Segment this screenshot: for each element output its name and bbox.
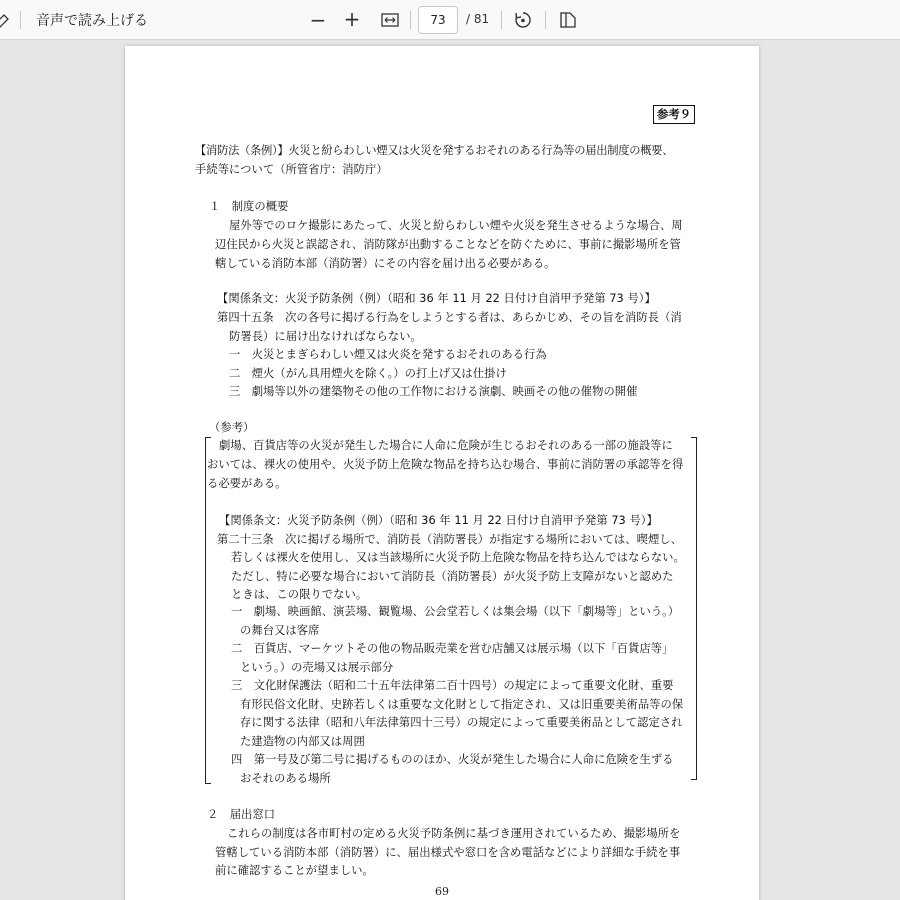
page-number-input[interactable]: [418, 6, 458, 34]
draw-icon[interactable]: [0, 11, 10, 29]
article-line: 第四十五条 次の各号に掲げる行為をしようとする者は、あらかじめ、その旨を消防長（消: [217, 311, 682, 324]
article-item: 四 第一号及び第二号に掲げるもののほか、火災が発生した場合に人命に危険を生ずる: [231, 753, 674, 766]
document-title: 【消防法（条例）】火災と紛らわしい煙又は火災を発するおそれのある行為等の届出制度の概要、: [195, 144, 674, 157]
related-article-heading: 【関係条文：火災予防条例（例）（昭和 36 年 11 月 22 日付け自消甲予発第 73 号）】: [219, 514, 658, 527]
toolbar-separator: [545, 11, 546, 29]
reference-bracket-right: [691, 437, 697, 780]
reference-text: 劇場、百貨店等の火災が発生した場合に人命に危険が生じるおそれのある一部の施設等に: [219, 439, 673, 452]
section-heading: １ 制度の概要: [209, 200, 289, 213]
paragraph-line: 轄している消防本部（消防署）にその内容を届け出る必要がある。: [215, 257, 556, 270]
page-number: 69: [434, 885, 450, 898]
section-heading: ２ 届出窓口: [207, 808, 276, 821]
pdf-toolbar: [0, 0, 900, 40]
article-line: 第二十三条 次に掲げる場所で、消防長（消防署長）が指定する場所においては、喫煙し、: [217, 533, 682, 546]
zoom-out-button[interactable]: −: [309, 8, 327, 32]
article-item: 一 劇場、映画館、演芸場、観覧場、公会堂若しくは集会場（以下「劇場等」という。）: [231, 605, 680, 618]
paragraph-line: 管轄している消防本部（消防署）に、届出様式や窓口を含め電話などにより詳細な手続を事: [215, 846, 681, 859]
article-line: 防署長）に届け出なければならない。: [229, 330, 422, 343]
article-item: 三 劇場等以外の建築物その他の工作物における演劇、映画その他の催物の開催: [229, 385, 638, 398]
paragraph-line: 屋外等でのロケ撮影にあたって、火災と紛らわしい煙や火災を発生させるような場合、周: [229, 219, 683, 232]
article-line: ただし、特に必要な場合において消防長（消防署長）が火災予防上支障がないと認めた: [231, 570, 674, 583]
document-title: 手続等について（所管省庁：消防庁）: [195, 163, 388, 176]
toolbar-separator: [410, 11, 411, 29]
article-item: という。）の売場又は展示部分: [240, 661, 394, 674]
zoom-in-button[interactable]: +: [343, 7, 361, 31]
related-article-heading: 【関係条文：火災予防条例（例）（昭和 36 年 11 月 22 日付け自消甲予発第 73 号）】: [217, 292, 656, 305]
article-item: おそれのある場所: [240, 772, 331, 785]
article-item: 一 火災とまぎらわしい煙又は火炎を発するおそれのある行為: [229, 348, 547, 361]
article-item: 有形民俗文化財、史跡若しくは重要な文化財として指定され、又は旧重要美術品等の保: [240, 698, 684, 711]
reference-text: おいては、裸火の使用や、火災予防上危険な物品を持ち込む場合、事前に消防署の承認等を得: [207, 458, 684, 471]
fit-width-icon[interactable]: [380, 11, 400, 29]
reference-text: る必要がある。: [207, 477, 287, 490]
article-item: 二 煙火（がん具用煙火を除く。）の打上げ又は仕掛け: [229, 367, 507, 380]
article-item: の舞台又は客席: [240, 624, 320, 637]
article-item: 三 文化財保護法（昭和二十五年法律第二百十四号）の規定によって重要文化財、重要: [231, 679, 674, 692]
toolbar-separator: [20, 11, 21, 29]
rotate-icon[interactable]: [513, 10, 533, 30]
reference-label: （参考）: [209, 421, 255, 434]
paragraph-line: 辺住民から火災と誤認され、消防隊が出動することなどを防ぐために、事前に撮影場所を管: [215, 238, 681, 251]
article-item: た建造物の内部又は周囲: [240, 735, 365, 748]
article-line: ときは、この限りでない。: [231, 588, 368, 601]
paragraph-line: 前に確認することが望ましい。: [215, 864, 374, 877]
toolbar-separator: [501, 11, 502, 29]
reference-number-label: 参考９: [653, 105, 695, 124]
article-item: 存に関する法律（昭和八年法律第四十三号）の規定によって重要美術品として認定され: [240, 716, 683, 729]
paragraph-line: これらの制度は各市町村の定める火災予防条例に基づき運用されているため、撮影場所を: [227, 827, 681, 840]
article-line: 若しくは裸火を使用し、又は当該場所に火災予防上危険な物品を持ち込んではならない。: [231, 551, 685, 564]
read-aloud-button[interactable]: 音声で読み上げる: [36, 13, 148, 29]
pdf-page: [125, 46, 759, 900]
article-item: 二 百貨店、マーケツトその他の物品販売業を営む店舗又は展示場（以下「百貨店等」: [231, 642, 674, 655]
page-total: / 81: [466, 12, 490, 26]
page-view-icon[interactable]: [558, 11, 578, 29]
